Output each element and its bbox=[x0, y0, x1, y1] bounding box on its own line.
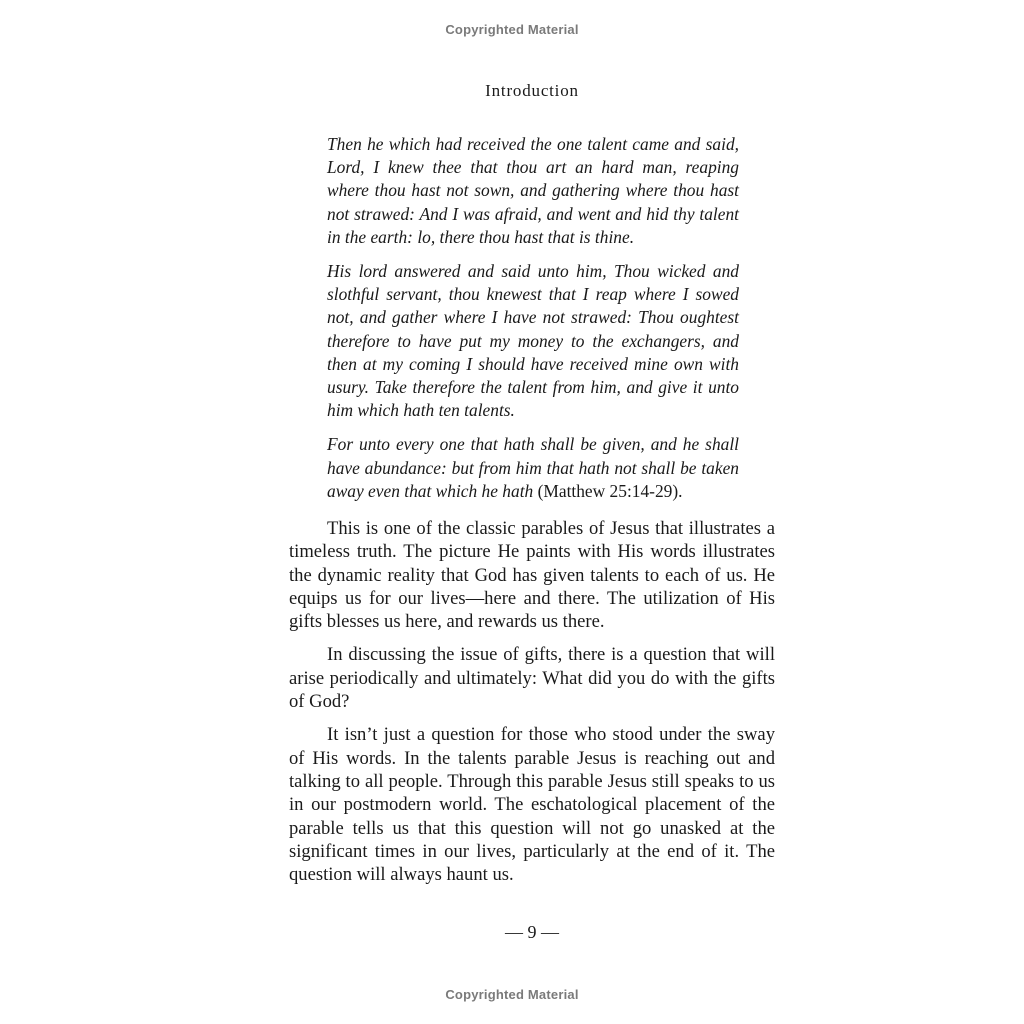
running-head: Introduction bbox=[485, 81, 579, 100]
quote-paragraph bbox=[327, 433, 739, 503]
scripture-reference: (Matthew 25:14-29). bbox=[537, 480, 683, 501]
body-text bbox=[289, 517, 775, 896]
quote-paragraph: Then he which had received the one talent came and said, Lord, I knew thee that thou art an hard man, reaping where thou hast not sown, and gathering where thou hast not strawed: And I was afraid, and went and hid thy talent in the earth: lo, there thou hast that is thine. bbox=[327, 134, 739, 247]
body-paragraph: It isn’t just a question for those who stood under the sway of His words. In the talents parable Jesus is reaching out and talking to all people. Through this parable Jesus still speaks to us in our postmodern world. The eschatological placement of the parable tells us that this question will not go unasked at the significant times in our lives, particularly at the end of it. The question will always haunt us. bbox=[289, 724, 775, 886]
scripture-quote bbox=[327, 133, 739, 514]
body-paragraph: This is one of the classic parables of Jesus that illustrates a timeless truth. The picture He paints with His words illustrates the dynamic reality that God has given talents to each of us. He equips us for our lives—here and there. The utilization of His gifts blesses us here, and rewards us there. bbox=[289, 518, 775, 633]
copyright-watermark-top: Copyrighted Material bbox=[445, 22, 579, 37]
body-paragraph: In discussing the issue of gifts, there is a question that will arise periodically and ultimately: What did you do with the gifts of God? bbox=[289, 644, 775, 713]
page-number: — 9 — bbox=[505, 922, 559, 942]
quote-paragraph: His lord answered and said unto him, Thou wicked and slothful servant, thou knewest that I reap where I sowed not, and gather where I have not strawed: Thou oughtest therefore to have put my money to the exchangers, and then at my coming I should have received mine own with usury. Take therefore the talent from him, and give it unto him which hath ten talents. bbox=[327, 261, 739, 421]
quote-text: For unto every one that hath shall be given, and he shall have abundance: but from him that hath not shall be taken away even that which he hath bbox=[327, 434, 739, 501]
copyright-watermark-bottom: Copyrighted Material bbox=[445, 987, 579, 1002]
